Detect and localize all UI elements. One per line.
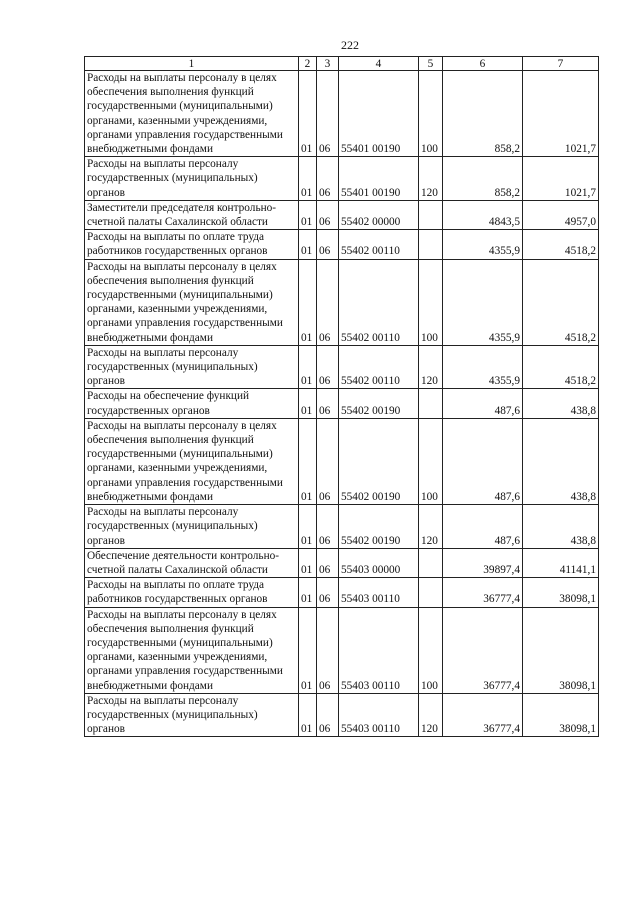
amount-year2-cell: 1021,7 xyxy=(523,157,599,201)
expense-name-cell: Расходы на выплаты персоналу государственных (муниципальных) органов xyxy=(85,505,299,549)
subsection-code-cell: 06 xyxy=(317,693,339,737)
target-article-cell: 55402 00000 xyxy=(339,200,419,229)
expense-name-cell: Расходы на выплаты по оплате труда работников государственных органов xyxy=(85,230,299,259)
section-code-cell: 01 xyxy=(299,200,317,229)
expense-name-cell: Расходы на выплаты персоналу в целях обеспечения выполнения функций государственными (муниципальными) органами, казенными учреждениями, органами управления государственными внебюджетными фондами xyxy=(85,259,299,345)
expense-type-cell xyxy=(419,230,443,259)
amount-year1-cell: 36777,4 xyxy=(443,693,523,737)
subsection-code-cell: 06 xyxy=(317,345,339,389)
section-code-cell: 01 xyxy=(299,230,317,259)
amount-year2-cell: 38098,1 xyxy=(523,693,599,737)
section-code-cell: 01 xyxy=(299,693,317,737)
expense-type-cell xyxy=(419,200,443,229)
expense-type-cell: 100 xyxy=(419,418,443,504)
expense-type-cell: 120 xyxy=(419,345,443,389)
section-code-cell: 01 xyxy=(299,418,317,504)
expense-name-cell: Расходы на выплаты персоналу в целях обеспечения выполнения функций государственными (муниципальными) органами, казенными учреждениями, органами управления государственными внебюджетными фондами xyxy=(85,71,299,157)
table-row xyxy=(85,345,599,389)
amount-year2-cell: 1021,7 xyxy=(523,71,599,157)
table-row xyxy=(85,259,599,345)
expense-name-cell: Расходы на выплаты персоналу в целях обеспечения выполнения функций государственными (муниципальными) органами, казенными учреждениями, органами управления государственными внебюджетными фондами xyxy=(85,418,299,504)
amount-year2-cell: 4518,2 xyxy=(523,230,599,259)
table-row xyxy=(85,389,599,418)
expense-type-cell xyxy=(419,389,443,418)
section-code-cell: 01 xyxy=(299,259,317,345)
amount-year2-cell: 4957,0 xyxy=(523,200,599,229)
header-row xyxy=(85,57,599,71)
expense-type-cell: 120 xyxy=(419,693,443,737)
amount-year1-cell: 36777,4 xyxy=(443,578,523,607)
amount-year1-cell: 4843,5 xyxy=(443,200,523,229)
amount-year1-cell: 487,6 xyxy=(443,389,523,418)
table-row xyxy=(85,693,599,737)
expense-type-cell: 100 xyxy=(419,607,443,693)
expense-type-cell xyxy=(419,578,443,607)
table-row xyxy=(85,157,599,201)
amount-year1-cell: 858,2 xyxy=(443,71,523,157)
expense-type-cell: 100 xyxy=(419,71,443,157)
section-code-cell: 01 xyxy=(299,389,317,418)
subsection-code-cell: 06 xyxy=(317,71,339,157)
amount-year1-cell: 487,6 xyxy=(443,505,523,549)
subsection-code-cell: 06 xyxy=(317,157,339,201)
expense-name-cell: Расходы на выплаты персоналу государственных (муниципальных) органов xyxy=(85,157,299,201)
page-number: 222 xyxy=(341,38,359,52)
column-header: 7 xyxy=(523,57,599,71)
expense-type-cell: 120 xyxy=(419,505,443,549)
section-code-cell: 01 xyxy=(299,157,317,201)
expense-name-cell: Расходы на выплаты персоналу государственных (муниципальных) органов xyxy=(85,345,299,389)
expense-name-cell: Расходы на выплаты персоналу государственных (муниципальных) органов xyxy=(85,693,299,737)
column-header: 2 xyxy=(299,57,317,71)
subsection-code-cell: 06 xyxy=(317,230,339,259)
target-article-cell: 55402 00190 xyxy=(339,505,419,549)
expense-name-cell: Расходы на выплаты персоналу в целях обеспечения выполнения функций государственными (муниципальными) органами, казенными учреждениями, органами управления государственными внебюджетными фондами xyxy=(85,607,299,693)
section-code-cell: 01 xyxy=(299,505,317,549)
column-header: 4 xyxy=(339,57,419,71)
section-code-cell: 01 xyxy=(299,548,317,577)
expense-type-cell: 100 xyxy=(419,259,443,345)
amount-year1-cell: 487,6 xyxy=(443,418,523,504)
amount-year2-cell: 41141,1 xyxy=(523,548,599,577)
target-article-cell: 55402 00110 xyxy=(339,345,419,389)
subsection-code-cell: 06 xyxy=(317,607,339,693)
table-row xyxy=(85,505,599,549)
subsection-code-cell: 06 xyxy=(317,259,339,345)
amount-year1-cell: 4355,9 xyxy=(443,345,523,389)
section-code-cell: 01 xyxy=(299,345,317,389)
subsection-code-cell: 06 xyxy=(317,505,339,549)
table-row xyxy=(85,607,599,693)
table-row xyxy=(85,548,599,577)
column-header: 5 xyxy=(419,57,443,71)
amount-year1-cell: 4355,9 xyxy=(443,230,523,259)
expense-name-cell: Расходы на выплаты по оплате труда работников государственных органов xyxy=(85,578,299,607)
amount-year1-cell: 4355,9 xyxy=(443,259,523,345)
amount-year2-cell: 438,8 xyxy=(523,418,599,504)
amount-year2-cell: 38098,1 xyxy=(523,607,599,693)
expense-name-cell: Расходы на обеспечение функций государственных органов xyxy=(85,389,299,418)
subsection-code-cell: 06 xyxy=(317,418,339,504)
amount-year1-cell: 858,2 xyxy=(443,157,523,201)
column-header: 6 xyxy=(443,57,523,71)
table-row xyxy=(85,71,599,157)
target-article-cell: 55402 00190 xyxy=(339,418,419,504)
budget-table xyxy=(84,56,599,737)
target-article-cell: 55401 00190 xyxy=(339,71,419,157)
amount-year2-cell: 438,8 xyxy=(523,505,599,549)
target-article-cell: 55402 00190 xyxy=(339,389,419,418)
amount-year2-cell: 38098,1 xyxy=(523,578,599,607)
table-body xyxy=(85,71,599,737)
target-article-cell: 55402 00110 xyxy=(339,230,419,259)
column-header: 1 xyxy=(85,57,299,71)
amount-year2-cell: 4518,2 xyxy=(523,345,599,389)
section-code-cell: 01 xyxy=(299,578,317,607)
subsection-code-cell: 06 xyxy=(317,389,339,418)
expense-type-cell: 120 xyxy=(419,157,443,201)
target-article-cell: 55401 00190 xyxy=(339,157,419,201)
target-article-cell: 55403 00000 xyxy=(339,548,419,577)
section-code-cell: 01 xyxy=(299,607,317,693)
subsection-code-cell: 06 xyxy=(317,578,339,607)
expense-name-cell: Заместители председателя контрольно-счетной палаты Сахалинской области xyxy=(85,200,299,229)
column-header: 3 xyxy=(317,57,339,71)
amount-year1-cell: 36777,4 xyxy=(443,607,523,693)
section-code-cell: 01 xyxy=(299,71,317,157)
amount-year1-cell: 39897,4 xyxy=(443,548,523,577)
table-row xyxy=(85,418,599,504)
table-row xyxy=(85,230,599,259)
amount-year2-cell: 438,8 xyxy=(523,389,599,418)
expense-name-cell: Обеспечение деятельности контрольно-счетной палаты Сахалинской области xyxy=(85,548,299,577)
amount-year2-cell: 4518,2 xyxy=(523,259,599,345)
target-article-cell: 55403 00110 xyxy=(339,693,419,737)
target-article-cell: 55402 00110 xyxy=(339,259,419,345)
subsection-code-cell: 06 xyxy=(317,548,339,577)
table-row xyxy=(85,200,599,229)
table-row xyxy=(85,578,599,607)
target-article-cell: 55403 00110 xyxy=(339,607,419,693)
subsection-code-cell: 06 xyxy=(317,200,339,229)
expense-type-cell xyxy=(419,548,443,577)
target-article-cell: 55403 00110 xyxy=(339,578,419,607)
